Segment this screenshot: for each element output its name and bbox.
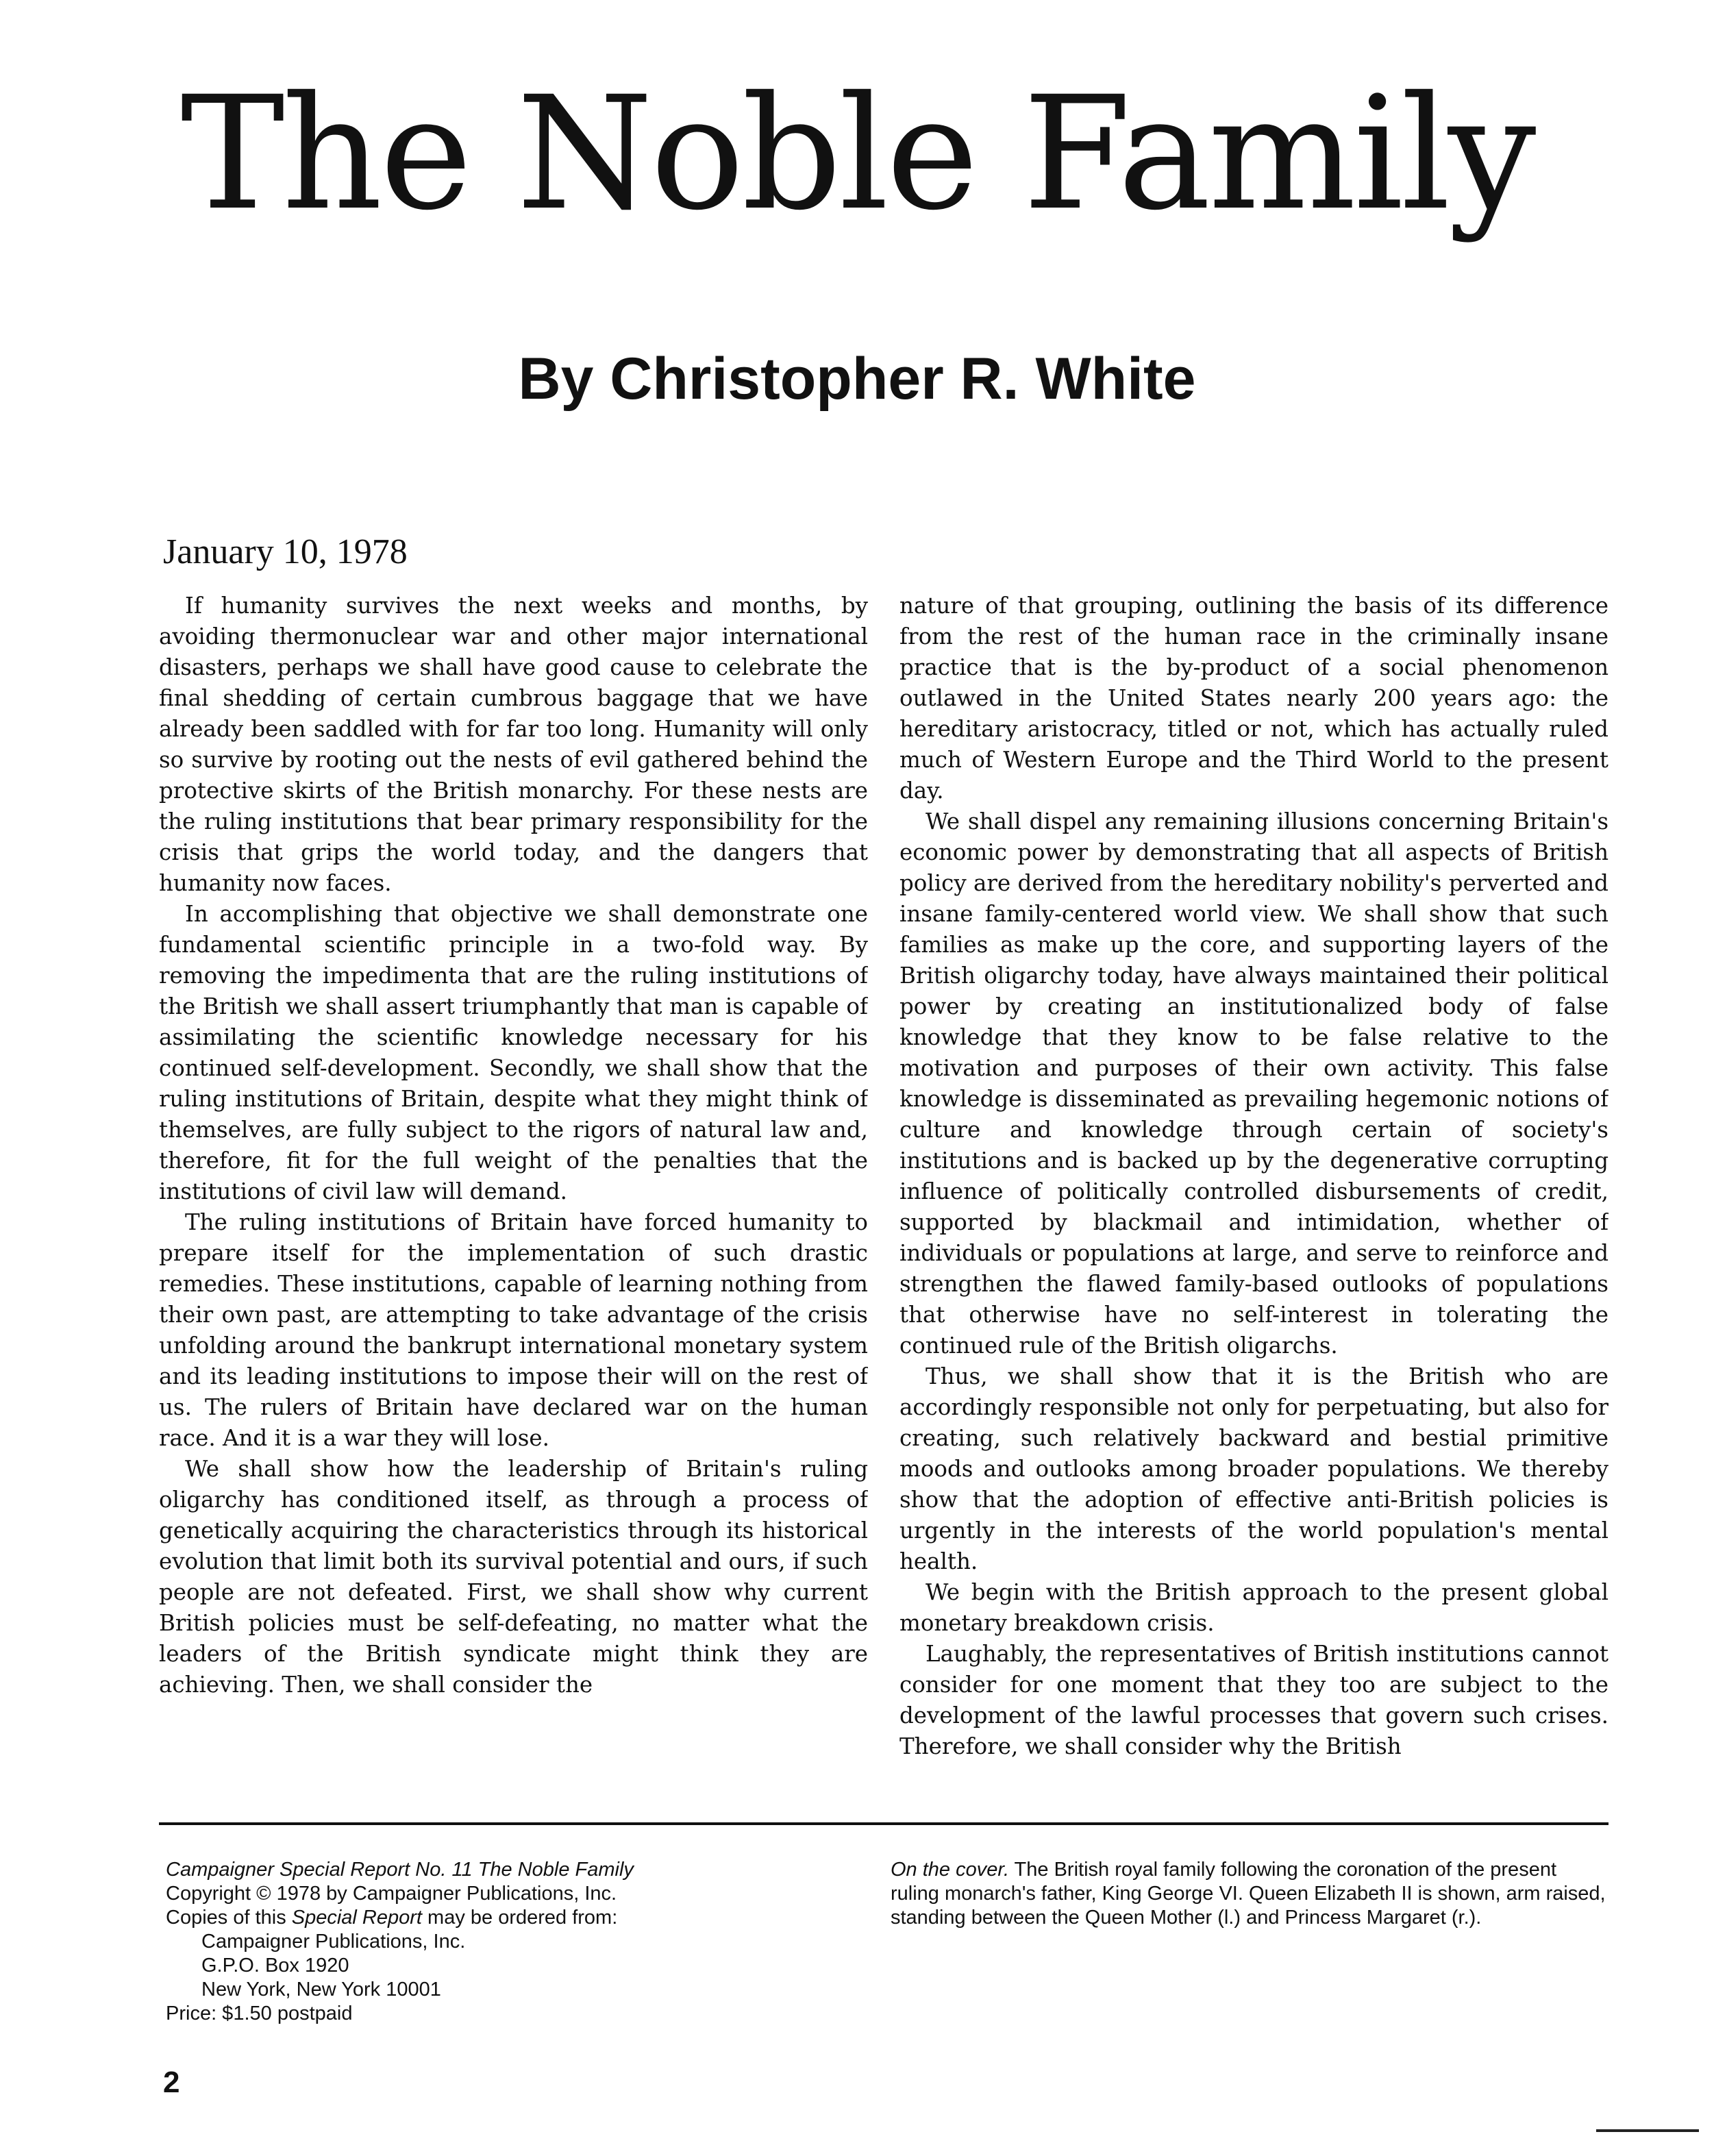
paragraph: We shall dispel any remaining illusions concerning Britain's economic power by demonstrating that all aspects of British policy are derived from the hereditary nobility's perverted and insane family-centered world view. We shall show that such families as make up the core, and supporting layers of the British oligarchy today, have always maintained their political power by creating an institutionalized body of false knowledge that they know to be false relative to the motivation and purposes of their own activity. This false knowledge is disseminated as prevailing hegemonic notions of culture and knowledge through certain of society's institutions and is backed up by the degenerative corrupting influence of politically controlled disbursements of credit, supported by blackmail and intimidation, whether of individuals or populations at large, and serve to reinforce and strengthen the flawed family-based outlooks of populations that otherwise have no self-interest in tolerating the continued rule of the British oligarchs. [899, 808, 1609, 1359]
decorative-dash [1596, 2129, 1699, 2132]
byline: By Christopher R. White [518, 346, 1196, 412]
order-emphasis: Special Report [291, 1907, 422, 1929]
right-column [899, 591, 1609, 1820]
copyright-line: Copyright © 1978 by Campaigner Publications, Inc. [166, 1883, 617, 1905]
paragraph: Laughably, the representatives of British institutions cannot consider for one moment that they too are subject to the development of the lawful processes that govern such crises. Therefore, we shall consider why the British [899, 1641, 1609, 1759]
cover-caption [891, 1858, 1606, 1930]
page-number: 2 [163, 2066, 180, 2099]
cover-text: The British royal family following the coronation of the present ruling monarch's father, King George VI. Queen Elizabeth II is shown, arm raised, standing between the Queen Mother (l.) and Princess Margaret (r.). [891, 1859, 1606, 1929]
cover-label: On the cover. [891, 1859, 1010, 1881]
order-line [166, 1906, 634, 1930]
paragraph: The ruling institutions of Britain have forced humanity to prepare itself for the implementation of such drastic remedies. These institutions, capable of learning nothing from their own past, are attempting to take advantage of the crisis unfolding around the bankrupt international monetary system and its leading institutions to impose their will on the rest of us. The rulers of Britain have declared war on the human race. And it is a war they will lose. [159, 1209, 868, 1451]
paragraph: In accomplishing that objective we shall demonstrate one fundamental scientific principle in a two-fold way. By removing the impedimenta that are the ruling institutions of the British we shall assert triumphantly that man is capable of assimilating the scientific knowledge necessary for his continued self-development. Secondly, we shall show that the ruling institutions of Britain, despite what they might think of themselves, are fully subject to the rigors of natural law and, therefore, fit for the full weight of the penalties that the institutions of civil law will demand. [159, 901, 868, 1204]
article-date: January 10, 1978 [163, 532, 408, 571]
price-line: Price: $1.50 postpaid [166, 2003, 353, 2024]
address-line: Campaigner Publications, Inc. [201, 1931, 466, 1953]
paragraph-continuation: nature of that grouping, outlining the basis of its difference from the rest of the human race in the criminally insane practice that is the by-product of a social phenomenon outlawed in the United States nearly 200 years ago: the hereditary aristocracy, titled or not, which has actually ruled much of Western Europe and the Third World to the present day. [899, 593, 1609, 804]
paragraph: We begin with the British approach to the present global monetary breakdown crisis. [899, 1579, 1609, 1636]
paragraph: If humanity survives the next weeks and months, by avoiding thermonuclear war and other major international disasters, perhaps we shall have good cause to celebrate the final shedding of certain cumbrous baggage that we have already been saddled with for far too long. Humanity will only so survive by rooting out the nests of evil gathered behind the protective skirts of the British monarchy. For these nests are the ruling institutions that bear primary responsibility for the crisis that grips the world today, and the dangers that humanity now faces. [159, 593, 868, 896]
paragraph: We shall show how the leadership of Britain's ruling oligarchy has conditioned itself, as through a process of genetically acquiring the characteristics through its historical evolution that limit both its survival potential and ours, if such people are not defeated. First, we shall show why current British policies must be self-defeating, no matter what the leaders of the British syndicate might think they are achieving. Then, we shall consider the [159, 1456, 868, 1698]
article-title: The Noble Family [180, 62, 1534, 245]
paragraph: Thus, we shall show that it is the British who are accordingly responsible not only for perpetuating, but also for creating, such relatively backward and bestial primitive moods and outlooks among broader populations. We thereby show that the adoption of effective anti-British policies is urgently in the interests of the world population's mental health. [899, 1363, 1609, 1574]
order-suffix: may be ordered from: [421, 1907, 618, 1929]
series-line: Campaigner Special Report No. 11 The Noble Family [166, 1859, 634, 1881]
left-column [159, 591, 868, 1820]
footer-divider [159, 1822, 1609, 1825]
address-line: G.P.O. Box 1920 [201, 1955, 349, 1977]
order-prefix: Copies of this [166, 1907, 292, 1929]
address-line: New York, New York 10001 [201, 1979, 441, 2000]
colophon [166, 1858, 634, 2026]
